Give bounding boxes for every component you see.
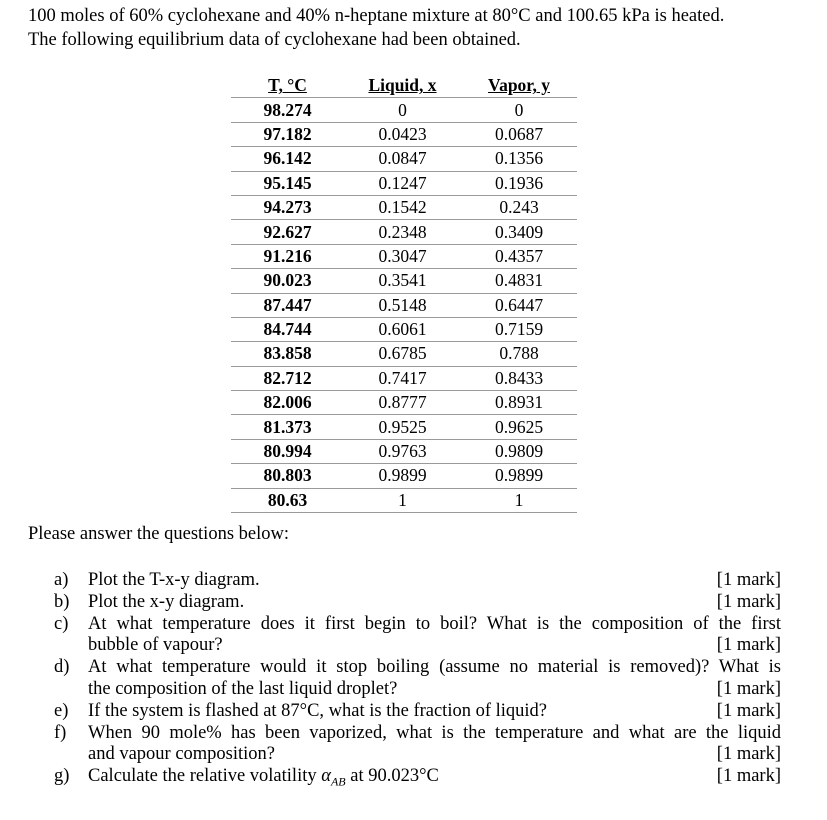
liquid-x-cell: 0.1542 [344,195,461,219]
table-body [231,98,577,513]
liquid-x-cell: 0.9899 [344,464,461,488]
questions-prompt: Please answer the questions below: [28,524,289,544]
table-row [231,342,577,366]
table-row [231,220,577,244]
temperature-cell: 92.627 [231,220,344,244]
table-row [231,366,577,390]
vapor-y-cell: 0.7159 [461,317,577,341]
question-text-line-1: When 90 mole% has been vaporized, what is the temperature and what are the liquid [88,722,781,743]
alpha-symbol [321,766,346,789]
temperature-cell: 83.858 [231,342,344,366]
liquid-x-cell: 0.3541 [344,269,461,293]
question-text [88,766,439,793]
table-row [231,415,577,439]
question-label: c) [54,613,69,634]
table-row [231,147,577,171]
vapor-y-cell: 0.8433 [461,366,577,390]
liquid-x-cell: 0.5148 [344,293,461,317]
vapor-y-cell: 0.788 [461,342,577,366]
question-text-line-1: At what temperature would it stop boiling (assume no material is removed)? What is [88,657,781,678]
temperature-cell: 84.744 [231,317,344,341]
question-text: If the system is flashed at 87°C, what is the fraction of liquid? [88,700,548,721]
vapor-y-cell: 0.1936 [461,171,577,195]
mark-badge: [1 mark] [716,700,781,721]
vapor-y-cell: 0.4357 [461,244,577,268]
table-header-row [231,74,577,98]
question-label: f) [54,722,67,743]
liquid-x-cell: 0.1247 [344,171,461,195]
temperature-cell: 90.023 [231,269,344,293]
mark-badge: [1 mark] [716,678,781,699]
table-row [231,488,577,512]
vapor-y-cell: 0.9899 [461,464,577,488]
mark-badge: [1 mark] [716,570,781,590]
question-label: b) [54,591,70,612]
table-row [231,317,577,341]
vapor-y-cell: 0.3409 [461,220,577,244]
question-b [54,592,781,614]
vapor-y-cell: 0.4831 [461,269,577,293]
table-row [231,244,577,268]
temperature-cell: 87.447 [231,293,344,317]
question-text-line-2: and vapour composition? [88,744,276,765]
liquid-x-cell: 0.7417 [344,366,461,390]
question-text: Plot the T-x-y diagram. [88,570,260,590]
vapor-y-cell: 0.0687 [461,122,577,146]
table-row [231,98,577,122]
alpha-letter: α [321,766,331,787]
liquid-x-cell: 0.8777 [344,391,461,415]
vapor-y-cell: 0 [461,98,577,122]
intro-line-1: 100 moles of 60% cyclohexane and 40% n-heptane mixture at 80°C and 100.65 kPa is heated. [28,6,725,26]
temperature-cell: 80.63 [231,488,344,512]
temperature-cell: 80.994 [231,439,344,463]
temperature-cell: 96.142 [231,147,344,171]
liquid-x-cell: 0 [344,98,461,122]
question-a [54,570,781,592]
column-header-liquid: Liquid, x [344,74,461,98]
question-label: e) [54,700,69,721]
liquid-x-cell: 0.0847 [344,147,461,171]
liquid-x-cell: 0.3047 [344,244,461,268]
table-row [231,464,577,488]
liquid-x-cell: 1 [344,488,461,512]
question-text-line-1: At what temperature does it first begin to boil? What is the composition of the first [88,613,781,634]
table-row [231,391,577,415]
table-row [231,269,577,293]
question-text-after: at 90.023°C [345,766,439,787]
temperature-cell: 91.216 [231,244,344,268]
mark-badge: [1 mark] [716,635,781,656]
question-text-line-2: bubble of vapour? [88,635,223,656]
column-header-temperature: T, °C [231,74,344,98]
column-header-vapor: Vapor, y [461,74,577,98]
vapor-y-cell: 1 [461,488,577,512]
liquid-x-cell: 0.6061 [344,317,461,341]
table-row [231,171,577,195]
question-c [54,614,781,658]
question-label: d) [54,657,70,678]
vapor-y-cell: 0.1356 [461,147,577,171]
liquid-x-cell: 0.0423 [344,122,461,146]
liquid-x-cell: 0.9525 [344,415,461,439]
temperature-cell: 82.006 [231,391,344,415]
table-row [231,122,577,146]
alpha-subscript: AB [330,774,346,789]
temperature-cell: 94.273 [231,195,344,219]
question-label: g) [54,766,70,787]
question-label: a) [54,570,69,590]
question-e [54,701,781,723]
mark-badge: [1 mark] [716,744,781,765]
liquid-x-cell: 0.9763 [344,439,461,463]
vapor-y-cell: 0.8931 [461,391,577,415]
table-row [231,439,577,463]
vapor-y-cell: 0.6447 [461,293,577,317]
mark-badge: [1 mark] [716,591,781,612]
temperature-cell: 98.274 [231,98,344,122]
question-text-line-2: the composition of the last liquid droplet? [88,678,398,699]
equilibrium-data-table [231,74,577,513]
temperature-cell: 82.712 [231,366,344,390]
liquid-x-cell: 0.6785 [344,342,461,366]
intro-line-2: The following equilibrium data of cyclohexane had been obtained. [28,30,521,50]
temperature-cell: 95.145 [231,171,344,195]
vapor-y-cell: 0.9809 [461,439,577,463]
question-text: Plot the x-y diagram. [88,591,245,612]
question-g [54,766,781,793]
vapor-y-cell: 0.243 [461,195,577,219]
question-d [54,657,781,701]
table-row [231,293,577,317]
question-text-before: Calculate the relative volatility [88,766,322,787]
vapor-y-cell: 0.9625 [461,415,577,439]
question-f [54,723,781,767]
mark-badge: [1 mark] [716,766,781,787]
temperature-cell: 81.373 [231,415,344,439]
temperature-cell: 97.182 [231,122,344,146]
table-row [231,195,577,219]
liquid-x-cell: 0.2348 [344,220,461,244]
temperature-cell: 80.803 [231,464,344,488]
problem-intro [28,4,808,52]
question-list [54,570,781,794]
